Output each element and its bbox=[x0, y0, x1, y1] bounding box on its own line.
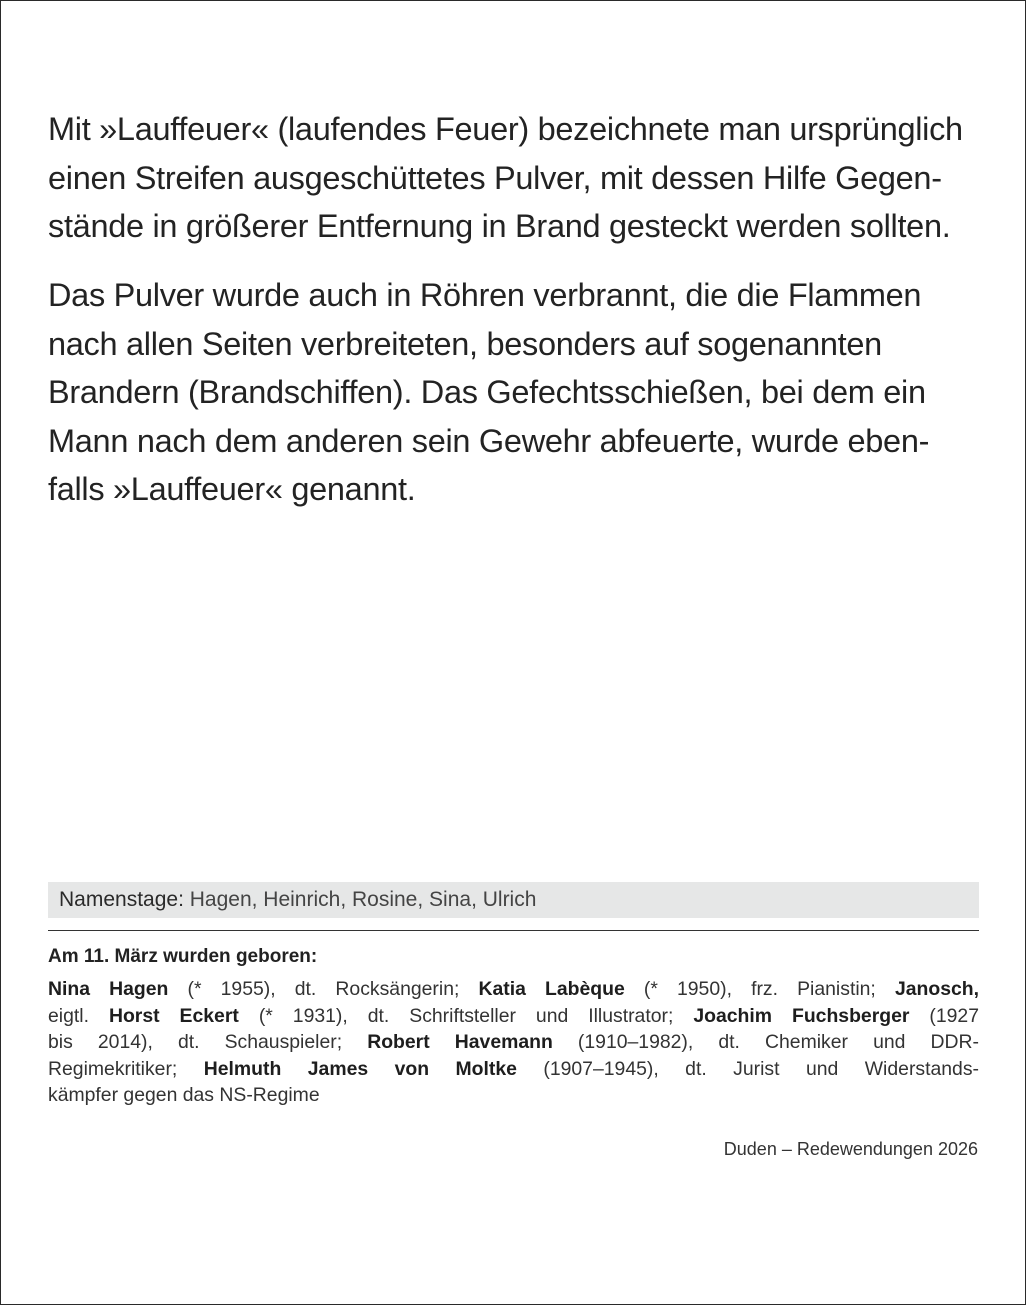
person-info: bis 2014), dt. Schauspieler; bbox=[48, 1031, 368, 1053]
paragraph-line: Mit »Lauffeuer« (laufendes Feuer) bezeichnete man ursprünglich bbox=[48, 111, 963, 147]
person-info: (* 1950), frz. Pianistin; bbox=[624, 978, 895, 1000]
birthdays-text bbox=[48, 976, 979, 1109]
namenstage-bar bbox=[48, 882, 979, 918]
person-info: eigtl. bbox=[48, 1004, 109, 1027]
person-info: (1927 bbox=[909, 1004, 980, 1027]
person-info: kämpfer gegen das NS-Regime bbox=[48, 1084, 320, 1106]
birthdays-line bbox=[48, 1056, 979, 1083]
paragraph-line: falls »Lauffeuer« genannt. bbox=[48, 471, 416, 507]
footer-credit: Duden – Redewendungen 2026 bbox=[723, 1139, 978, 1159]
main-paragraph-1 bbox=[48, 105, 983, 251]
namenstage-names: Hagen, Heinrich, Rosine, Sina, Ulrich bbox=[189, 888, 537, 911]
birthdays-line bbox=[48, 1003, 979, 1030]
person-info: (* 1931), dt. Schriftsteller und Illustrator; bbox=[238, 1004, 694, 1027]
section-divider bbox=[48, 930, 979, 931]
paragraph-line: Das Pulver wurde auch in Röhren verbrannt, die die Flammen bbox=[48, 277, 922, 313]
person-name: Katia Labèque bbox=[478, 978, 625, 1000]
birthdays-line bbox=[48, 1029, 979, 1056]
paragraph-line: einen Streifen ausgeschüttetes Pulver, mit dessen Hilfe Gegen- bbox=[48, 159, 942, 196]
person-info: (1910–1982), dt. Chemiker und DDR- bbox=[552, 1031, 979, 1053]
person-name: Robert Havemann bbox=[367, 1031, 553, 1053]
person-name: Nina Hagen bbox=[48, 978, 169, 1000]
paragraph-line: nach allen Seiten verbreiteten, besonders auf sogenannten bbox=[48, 325, 882, 362]
person-name: Joachim Fuchsberger bbox=[693, 1004, 910, 1027]
paragraph-line: Mann nach dem anderen sein Gewehr abfeuerte, wurde eben- bbox=[48, 422, 930, 459]
birthdays-heading: Am 11. März wurden geboren: bbox=[48, 946, 318, 967]
birthdays-line bbox=[48, 1082, 979, 1109]
person-name: Horst Eckert bbox=[108, 1004, 239, 1027]
person-name: Janosch, bbox=[894, 978, 979, 1000]
paragraph-line: stände in größerer Entfernung in Brand gesteckt werden sollten. bbox=[48, 208, 951, 244]
paragraph-line: Brandern (Brandschiffen). Das Gefechtsschießen, bei dem ein bbox=[48, 374, 926, 410]
birthdays-line bbox=[48, 976, 979, 1003]
person-name: Helmuth James von Moltke bbox=[203, 1057, 517, 1080]
namenstage-label: Namenstage: bbox=[59, 888, 184, 911]
person-info: (* 1955), dt. Rocksängerin; bbox=[168, 978, 479, 1000]
person-info: (1907–1945), dt. Jurist und Widerstands- bbox=[516, 1057, 979, 1080]
main-paragraph-2 bbox=[48, 271, 983, 514]
person-info: Regimekritiker; bbox=[48, 1057, 204, 1080]
